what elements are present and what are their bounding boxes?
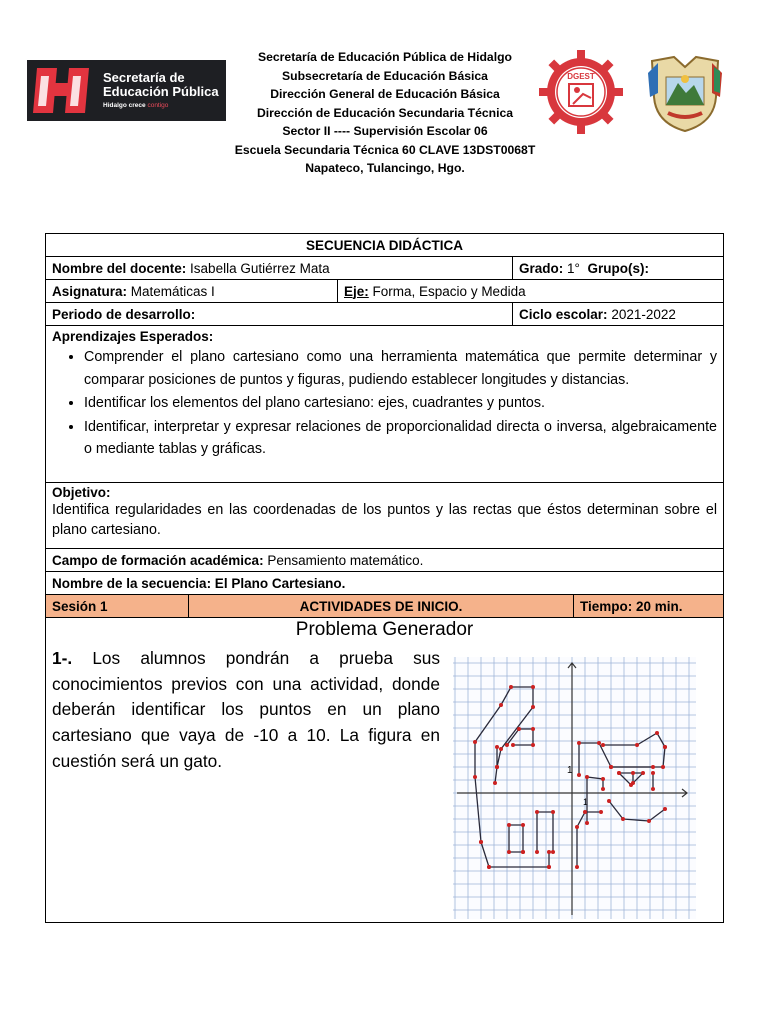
cat-point [521, 823, 525, 827]
cat-point [601, 743, 605, 747]
cat-point [473, 740, 477, 744]
actividades-label: ACTIVIDADES DE INICIO. [188, 595, 573, 617]
cat-point [575, 865, 579, 869]
cat-point [599, 810, 603, 814]
cat-point [575, 825, 579, 829]
logo-slogan-b: contigo [147, 101, 169, 109]
cat-point [473, 775, 477, 779]
asignatura-label: Asignatura: [52, 283, 128, 299]
aprendizajes-row [46, 326, 723, 483]
problema-number: 1-. [52, 648, 73, 668]
secuencia-table [45, 233, 724, 923]
cat-point [601, 777, 605, 781]
cat-point [601, 787, 605, 791]
cat-point [607, 799, 611, 803]
cat-point [663, 807, 667, 811]
cat-point [509, 685, 513, 689]
cat-point [493, 781, 497, 785]
cat-point [655, 731, 659, 735]
header-text [215, 48, 555, 178]
campo-value: Pensamiento matemático. [267, 552, 424, 568]
cat-point [479, 840, 483, 844]
cat-point [617, 771, 621, 775]
header-line-7: Napateco, Tulancingo, Hgo. [305, 161, 465, 175]
objetivo-text: Identifica regularidades en las coordenadas de los puntos y las rectas que éstos determinan sobre el plano cartesiano. [52, 502, 717, 538]
cat-point [661, 765, 665, 769]
cat-point [551, 810, 555, 814]
cat-point [631, 771, 635, 775]
cat-point [507, 823, 511, 827]
docente-label: Nombre del docente: [52, 260, 187, 276]
cat-point [585, 775, 589, 779]
header-line-5: Sector II ---- Supervisión Escolar 06 [282, 124, 488, 138]
docente-row [46, 257, 723, 280]
cat-point [651, 765, 655, 769]
cat-point [495, 745, 499, 749]
dgest-seal-text: DGEST [567, 72, 595, 81]
cat-point [499, 703, 503, 707]
sep-hidalgo-logo [27, 60, 226, 121]
x-axis-unit-label: 1 [583, 797, 589, 807]
aprendizajes-list [52, 346, 717, 461]
cat-point [531, 743, 535, 747]
periodo-row [46, 303, 723, 326]
problema-text [52, 646, 440, 775]
cat-point [663, 745, 667, 749]
cat-point [631, 781, 635, 785]
cat-point [535, 810, 539, 814]
campo-row [46, 549, 723, 572]
grado-label: Grado: [519, 260, 564, 276]
cat-point [577, 773, 581, 777]
ciclo-value: 2021-2022 [611, 306, 676, 322]
logo-line1: Secretaría de [103, 70, 185, 86]
grupo-label: Grupo(s): [587, 260, 649, 276]
logo-line2: Educación Pública [103, 84, 219, 100]
sesion-label: Sesión 1 [52, 598, 108, 614]
cat-point [583, 810, 587, 814]
problema-body: Los alumnos pondrán a prueba sus conocimientos previos con una actividad, donde deberán identificar los puntos en un plano cartesiano que vaya de -10 a 10. La figura en cuestión será un gato. [52, 648, 440, 771]
header-line-3: Dirección General de Educación Básica [270, 87, 500, 101]
table-title: SECUENCIA DIDÁCTICA [46, 234, 723, 257]
secuencia-row [46, 572, 723, 595]
campo-label: Campo de formación académica: [52, 552, 264, 568]
aprendizajes-label: Aprendizajes Esperados: [52, 329, 214, 344]
asignatura-value: Matemáticas I [130, 283, 215, 299]
cat-point [487, 865, 491, 869]
cat-point [621, 817, 625, 821]
cat-point [531, 705, 535, 709]
secuencia-label: Nombre de la secuencia: El Plano Cartesiano. [52, 575, 346, 591]
h-logo-icon [27, 60, 97, 121]
eje-label: Eje: [344, 283, 369, 299]
aprendizaje-item-3: • Identificar, interpretar y expresar relaciones de proporcionalidad directa o inversa, algebraicamente o mediante tablas y gráficas. [84, 416, 717, 461]
cat-point [585, 821, 589, 825]
sesion-row [46, 595, 723, 618]
objetivo-label: Objetivo: [52, 485, 111, 500]
cat-point [507, 850, 511, 854]
cat-point [641, 771, 645, 775]
cat-point [547, 865, 551, 869]
periodo-label: Periodo de desarrollo: [52, 306, 196, 322]
ciclo-label: Ciclo escolar: [519, 306, 608, 322]
cat-point [651, 771, 655, 775]
cat-point [499, 747, 503, 751]
header-line-2: Subsecretaría de Educación Básica [282, 68, 488, 83]
header-line-1: Secretaría de Educación Pública de Hidalgo [258, 50, 512, 64]
cat-point [651, 787, 655, 791]
problema-title: Problema Generador [295, 619, 474, 640]
docente-value: Isabella Gutiérrez Mata [190, 260, 330, 276]
cartesian-cat-figure [453, 657, 696, 919]
aprendizaje-item-2: • Identificar los elementos del plano cartesiano: ejes, cuadrantes y puntos. [84, 392, 717, 415]
cat-point [521, 850, 525, 854]
header-line-4: Dirección de Educación Secundaria Técnica [256, 105, 514, 120]
cat-point [511, 743, 515, 747]
dgest-seal [537, 48, 625, 136]
logo-slogan-a: Hidalgo crece [103, 101, 146, 109]
cat-point [577, 741, 581, 745]
hidalgo-coat-of-arms [644, 53, 726, 135]
cat-point [535, 850, 539, 854]
y-axis-unit-label: 1 [567, 765, 573, 776]
aprendizaje-item-1: • Comprender el plano cartesiano como una herramienta matemática que permite determinar y comparar posiciones de puntos y figuras, pudiendo establecer longitudes y distancias. [84, 346, 717, 391]
grado-value: 1° [567, 260, 580, 276]
cat-point [517, 727, 521, 731]
eje-value: Forma, Espacio y Medida [372, 283, 526, 299]
cat-point [505, 743, 509, 747]
cat-point [551, 850, 555, 854]
cat-point [495, 765, 499, 769]
cartesian-grid-svg [453, 657, 696, 919]
cat-point [531, 685, 535, 689]
cat-point [597, 741, 601, 745]
asignatura-row [46, 280, 723, 303]
cat-point [635, 743, 639, 747]
objetivo-row [46, 483, 723, 549]
header-line-6: Escuela Secundaria Técnica 60 CLAVE 13DST0068T [234, 142, 536, 157]
cat-point [531, 727, 535, 731]
tiempo-label: Tiempo: 20 min. [573, 595, 723, 617]
cat-point [609, 765, 613, 769]
cat-point [547, 850, 551, 854]
cat-point [647, 819, 651, 823]
